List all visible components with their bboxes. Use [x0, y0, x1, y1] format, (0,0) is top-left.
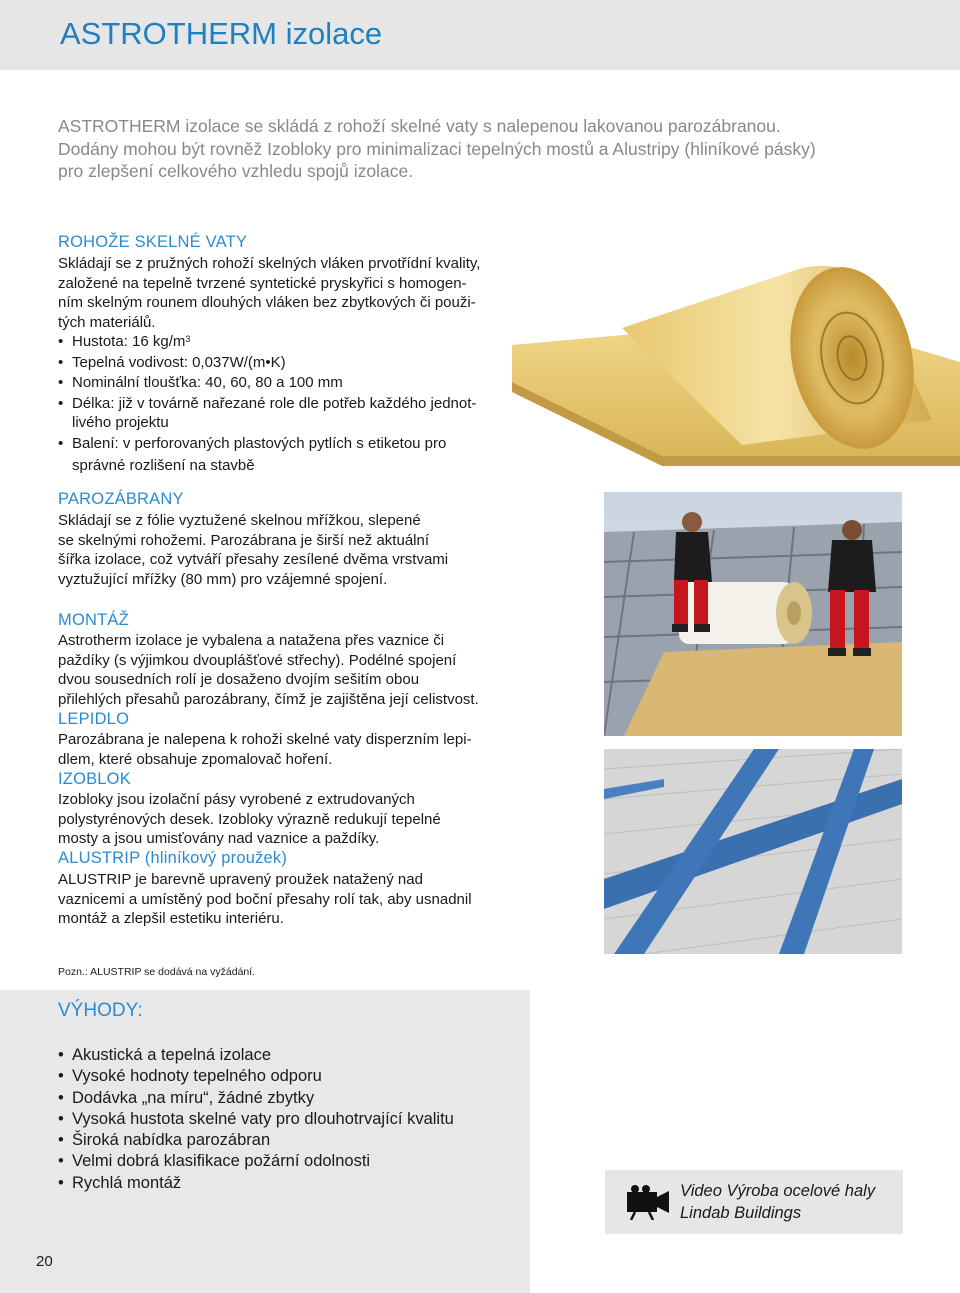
benefit-item: • Vysoká hustota skelné vaty pro dlouhotrvající kvalitu — [58, 1109, 454, 1130]
rohoze-paragraph — [58, 254, 480, 333]
text-line: vaznicemi a umístěný pod boční přesahy rolí tak, aby usnadnil — [58, 890, 472, 908]
video-label-line2: Lindab Buildings — [680, 1203, 802, 1222]
spec-thickness: • Nominální tloušťka: 40, 60, 80 a 100 mm — [58, 373, 476, 393]
text-line: montáž a zlepšil estetiku interiéru. — [58, 910, 284, 928]
benefit-item: • Akustická a tepelná izolace — [58, 1045, 454, 1066]
lepidlo-paragraph — [58, 730, 472, 769]
benefit-item: • Rychlá montáž — [58, 1173, 454, 1194]
heading-alustrip: ALUSTRIP (hliníkový proužek) — [58, 849, 288, 867]
rohoze-specs-list — [58, 332, 476, 477]
text-line: přilehlých přesahů parozábrany, čímž je zajištěna její celistvost. — [58, 691, 479, 709]
benefit-item: • Dodávka „na míru“, žádné zbytky — [58, 1088, 454, 1109]
benefit-item: • Velmi dobrá klasifikace požární odolnosti — [58, 1151, 454, 1172]
text-line: paždíky (s výjimkou dvouplášťové střechy). Podélné spojení — [58, 651, 457, 669]
text-line: dlem, které obsahuje zpomalovač hoření. — [58, 750, 333, 768]
text-line: šířka izolace, což vytváří přesahy zesílené dvěma vrstvami — [58, 551, 449, 569]
text-line: se skelnými rohožemi. Parozábrana je širší než aktuální — [58, 531, 430, 549]
text-line: tých materiálů. — [58, 314, 156, 332]
text-line: Parozábrana je nalepena k rohoži skelné vaty disperzním lepi- — [58, 731, 472, 748]
text-line: dvou sousedních rolí je dosaženo dvojím sešitím obou — [58, 671, 420, 689]
text-line: vyztužující mřížky (80 mm) pro vzájemné spojení. — [58, 571, 388, 589]
spec-packing — [58, 434, 476, 477]
intro-paragraph — [58, 115, 918, 183]
text-line: ním skelným rounem dlouhých vláken bez zbytkových či použi- — [58, 294, 476, 312]
spec-density — [58, 332, 476, 352]
interior-structure-photo — [604, 749, 902, 954]
page-title: ASTROTHERM izolace — [60, 16, 383, 51]
text-line: mosty a jsou umisťovány nad vaznice a paždíky. — [58, 830, 380, 848]
montaz-paragraph — [58, 631, 479, 710]
text-line: Izobloky jsou izolační pásy vyrobené z extrudovaných — [58, 791, 415, 808]
heading-izoblok: IZOBLOK — [58, 770, 131, 788]
heading-lepidlo: LEPIDLO — [58, 710, 130, 728]
spec-packing-line2: správné rozlišení na stavbě — [72, 456, 255, 474]
intro-line: pro zlepšení celkového vzhledu spojů izolace. — [58, 161, 414, 181]
roof-installation-photo — [604, 492, 902, 736]
insulation-roll-photo — [512, 250, 960, 470]
intro-line: Dodány mohou být rovněž Izobloky pro minimalizaci tepelných mostů a Alustripy (hliníkové pásky) — [58, 138, 816, 159]
benefit-item: • Vysoké hodnoty tepelného odporu — [58, 1066, 454, 1087]
benefits-list — [58, 1045, 454, 1194]
text-line: Astrotherm izolace je vybalena a natažena přes vaznice či — [58, 632, 445, 649]
text-line: polystyrénových desek. Izobloky výrazně redukují tepelné — [58, 810, 441, 828]
heading-montaz: MONTÁŽ — [58, 611, 129, 629]
spec-length-line1: Délka: již v továrně nařezané role dle potřeb každého jednot- — [72, 394, 477, 412]
note-alustrip: Pozn.: ALUSTRIP se dodává na vyžádání. — [58, 966, 256, 978]
video-camera-icon — [627, 1184, 671, 1220]
text-line: Skládají se z pružných rohoží skelných vláken prvotřídní kvality, — [58, 255, 481, 272]
heading-parozabrany: PAROZÁBRANY — [58, 490, 184, 508]
heading-rohoze: ROHOŽE SKELNÉ VATY — [58, 233, 248, 251]
text-line: Skládají se z fólie vyztužené skelnou mřížkou, slepené — [58, 512, 421, 529]
alustrip-paragraph — [58, 870, 472, 929]
text-line: založené na tepelně tvrzené syntetické pryskyřici s homogen- — [58, 274, 467, 292]
parozabrany-paragraph — [58, 511, 448, 590]
text-line: ALUSTRIP je barevně upravený proužek natažený nad — [58, 871, 423, 888]
benefits-heading: VÝHODY: — [58, 1000, 143, 1021]
video-link[interactable] — [605, 1170, 903, 1234]
spec-density-text: Hustota: 16 kg/m — [72, 333, 186, 350]
spec-conductivity: • Tepelná vodivost: 0,037W/(m•K) — [58, 353, 476, 373]
spec-length-line2: livého projektu — [72, 414, 169, 432]
benefit-item: • Široká nabídka parozábran — [58, 1130, 454, 1151]
superscript: 3 — [185, 334, 191, 344]
spec-packing-line1: Balení: v perforovaných plastových pytlích s etiketou pro — [72, 434, 447, 452]
video-label[interactable] — [680, 1181, 875, 1224]
video-label-line1: Video Výroba ocelové haly — [680, 1182, 876, 1200]
intro-line: ASTROTHERM izolace se skládá z rohoží skelné vaty s nalepenou lakovanou parozábranou. — [58, 116, 781, 136]
page-number: 20 — [36, 1253, 53, 1270]
izoblok-paragraph — [58, 790, 441, 849]
spec-length — [58, 394, 476, 433]
